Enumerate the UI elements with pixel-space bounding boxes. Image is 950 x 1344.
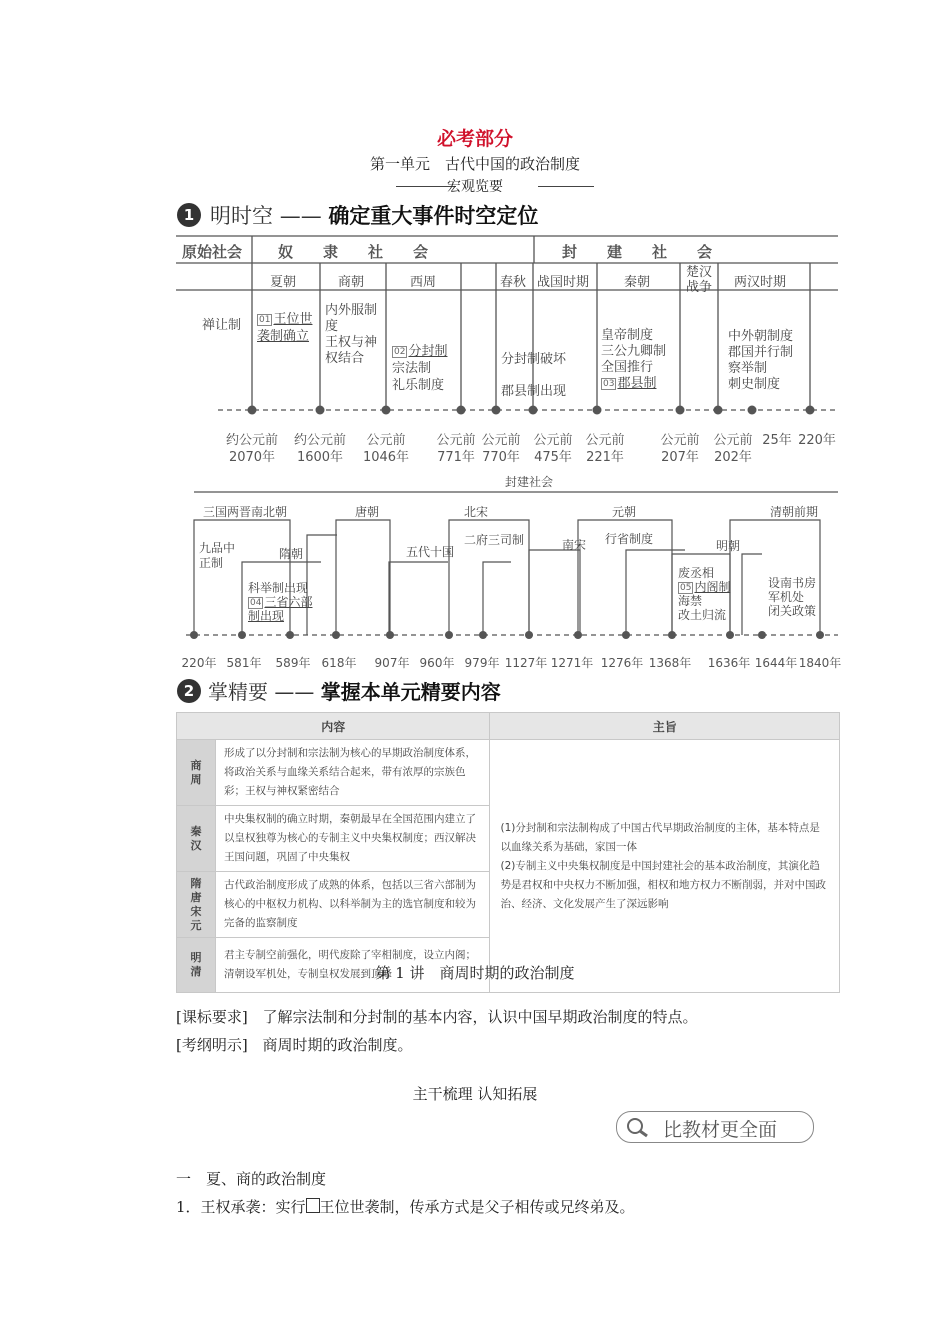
row-content: 古代政治制度形成了成熟的体系，包括以三省六部制为核心的中枢权力机构、以科举制为主的选官制度和较为完备的监察制度 [216,872,490,938]
period-xizhou: 西周 [410,275,437,290]
event-qin [601,328,666,392]
event-ming [678,566,730,622]
point-one-b: 王位世袭制，传承方式是父子相传或兄终弟及。 [319,1198,635,1216]
section-heading-a: 掌精要 [208,680,268,704]
requirement-text: 了解宗法制和分封制的基本内容，认识中国早期政治制度的特点。 [262,1008,698,1026]
period-sanguo: 三国两晋南北朝 [203,505,288,519]
tick-label-bottom: 1600年 [296,450,344,465]
event-shanrang: 禅让制 [202,318,242,333]
section-number: 2 [177,679,201,703]
tick-label-bottom: 1046年 [362,450,410,465]
event-han [728,329,793,393]
event-line: 刺史制度 [728,377,781,392]
badge-label: 比教材更全面 [663,1119,778,1141]
event-line: 设南书房 [768,576,817,590]
event-line: 皇帝制度 [601,328,654,343]
tick-label: 1276年 [600,656,644,670]
section-heading-dash: —— [274,680,315,704]
table-header-row [177,713,840,740]
tick-label-top: 公元前 [481,433,521,448]
tick-label-top: 约公元前 [293,433,346,448]
period-beisong: 北宋 [464,505,489,519]
table-header-content: 内容 [177,713,490,740]
period-shang: 商朝 [338,275,365,290]
row-content: 中央集权制的确立时期，秦朝最早在全国范围内建立了以皇权独尊为核心的专制主义中央集权制度；西汉解决王国问题，巩固了中央集权 [216,806,490,872]
period-yuan: 元朝 [612,505,637,519]
event-line: 王权与神 [325,335,378,350]
event-qin-last: 郡县制 [617,376,657,391]
tick-label [571,432,639,466]
requirement-label: [课标要求] [176,1008,248,1026]
tick-label [286,432,354,466]
tick-label-top: 公元前 [585,433,625,448]
tick-label: 1127年 [504,656,548,670]
event-sui [248,581,312,623]
section-heading-b: 掌握本单元精要内容 [320,680,501,704]
event-xia-a: 王位世 [273,312,313,327]
period-qing: 清朝前期 [770,505,819,519]
tick-label [352,432,420,466]
blank-box [306,1198,320,1213]
point-one [176,1196,635,1217]
event-line: 权结合 [325,351,365,366]
tick-label: 1840年 [798,656,842,670]
event-xia [257,311,312,345]
tick-label [218,432,286,466]
period-lianghan: 两汉时期 [734,275,787,290]
event-zhou-a: 分封制 [408,344,448,359]
event-line: 废丞相 [678,566,715,580]
event-line: 度 [325,319,339,334]
tick-label: 1368年 [648,656,692,670]
search-icon [625,1116,651,1138]
overview-label: 宏观览要 [447,179,503,195]
event-line: 三公九卿制 [601,344,667,359]
period-sui: 隋朝 [279,547,304,561]
event-shang [325,303,377,367]
tick-label-top: 公元前 [660,433,700,448]
tick-label-bottom: 220年 [798,433,836,448]
tick-label-top: 公元前 [533,433,573,448]
event-ming-b: 内阁制 [694,580,731,594]
event-line: 改土归流 [678,608,727,622]
section-number: 1 [177,203,201,227]
period-chuhan: 楚汉 战争 [686,265,713,295]
number-badge: 05 [680,583,692,593]
event-line: 郡县制出现 [501,384,567,399]
part-title: 必考部分 [436,128,513,150]
aim-cell: (1)分封制和宗法制构成了中国古代早期政治制度的主体，基本特点是以血缘关系为基础，家国一体 (2)专制主义中央集权制度是中国封建社会的基本政治制度，其演化趋势是君权和中央权力不断加强，相权和地方权力不断削弱，并对中国政治、经济、文化发展产生了深远影响 [490,740,840,993]
tick-label: 589年 [275,656,311,670]
lecture-title: 第 1 讲 商周时期的政治制度 [375,964,575,982]
event-line: 郡国并行制 [728,345,794,360]
tick-label-bottom: 207年 [661,450,699,465]
event-line: 科举制出现 [248,581,309,595]
tick-label: 960年 [419,656,455,670]
era-feudal-2: 封建社会 [505,475,554,489]
era-slave: 奴 隶 社 会 [278,243,429,261]
row-period: 商 周 [177,740,216,806]
tick-label-bottom: 202年 [714,450,752,465]
era-primitive: 原始社会 [182,243,243,261]
event-line: 正制 [199,556,224,570]
event-line: 礼乐制度 [392,378,445,393]
tick-label: 907年 [374,656,410,670]
event-zhanguo [501,344,566,408]
event-line: 察举制 [728,361,768,376]
table-header-aim: 主旨 [490,713,840,740]
row-period: 隋 唐 宋 元 [177,872,216,938]
badge [616,1111,814,1143]
exam-text: 商周时期的政治制度。 [262,1036,413,1054]
period-ming: 明朝 [716,539,741,553]
tick-label-top: 约公元前 [225,433,278,448]
event-line: 中外朝制度 [728,329,794,344]
tick-label-top: 公元前 [713,433,753,448]
event-song: 二府三司制 [464,533,525,547]
tick-label-top: 公元前 [366,433,406,448]
period-qin: 秦朝 [624,275,651,290]
tick-label-bottom: 25年 [762,433,792,448]
event-line: 宗法制 [392,361,432,376]
event-line: 分封制破坏 [501,352,567,367]
number-badge: 02 [394,347,406,357]
tick-label: 1271年 [550,656,594,670]
section-heading [208,676,501,705]
event-sui-c: 制出现 [248,609,285,623]
event-sui-b: 三省六部 [264,595,313,609]
tick-label: 581年 [226,656,262,670]
number-badge: 01 [259,315,271,325]
row-period: 秦 汉 [177,806,216,872]
section-heading-dash: —— [279,204,322,228]
event-yuan: 行省制度 [605,532,654,546]
period-nansong: 南宋 [562,538,587,552]
event-line: 九品中 [199,541,236,555]
row-period: 明 清 [177,938,216,993]
event-qing [768,576,816,618]
row-content: 君主专制空前强化，明代废除了宰相制度，设立内阁；清朝设军机处，专制皇权发展到顶峰 [216,938,490,993]
tick-label-top: 公元前 [436,433,476,448]
section-heading-a: 明时空 [210,204,273,228]
tick-label-bottom: 221年 [586,450,624,465]
tick-label: 979年 [464,656,500,670]
tick-label [783,432,851,449]
tick-label-bottom: 2070年 [228,450,276,465]
period-tang: 唐朝 [355,505,380,519]
section-heading-b: 确定重大事件时空定位 [328,204,539,228]
event-zhou [392,343,447,394]
tick-label: 220年 [181,656,217,670]
tick-label-bottom: 771年 [437,450,475,465]
section-one-title: 一 夏、商的政治制度 [176,1170,327,1188]
event-xia-b: 袭制确立 [257,329,310,344]
timeline-1-lines [0,0,950,480]
point-one-a: 1．王权承袭：实行 [176,1198,306,1216]
period-chunqiu: 春秋 [500,275,527,290]
table-row [177,740,840,806]
exam-label: [考纲明示] [176,1036,248,1054]
event-line: 闭关政策 [768,604,817,618]
event-jiupin [199,541,235,571]
exam-line [176,1034,413,1055]
era-feudal: 封 建 社 会 [562,243,713,261]
tick-label: 1636年 [707,656,751,670]
subhead: 主干梳理 认知拓展 [412,1085,538,1103]
row-content: 形成了以分封制和宗法制为核心的早期政治制度体系，将政治关系与血缘关系结合起来，带有浓厚的宗族色彩；王权与神权紧密结合 [216,740,490,806]
tick-label: 1644年 [754,656,798,670]
event-line: 军机处 [768,590,805,604]
event-line: 海禁 [678,594,703,608]
requirement-line [176,1006,698,1027]
number-badge: 04 [250,598,262,608]
period-wudai: 五代十国 [406,545,455,559]
summary-table [176,712,840,993]
unit-title: 第一单元 古代中国的政治制度 [369,155,580,173]
number-badge: 03 [603,379,615,389]
tick-label-bottom: 770年 [482,450,520,465]
event-line: 内外服制 [325,303,378,318]
tick-label-bottom: 475年 [534,450,572,465]
period-xia: 夏朝 [270,275,297,290]
tick-label: 618年 [321,656,357,670]
period-zhanguo: 战国时期 [537,275,590,290]
event-line: 全国推行 [601,360,654,375]
